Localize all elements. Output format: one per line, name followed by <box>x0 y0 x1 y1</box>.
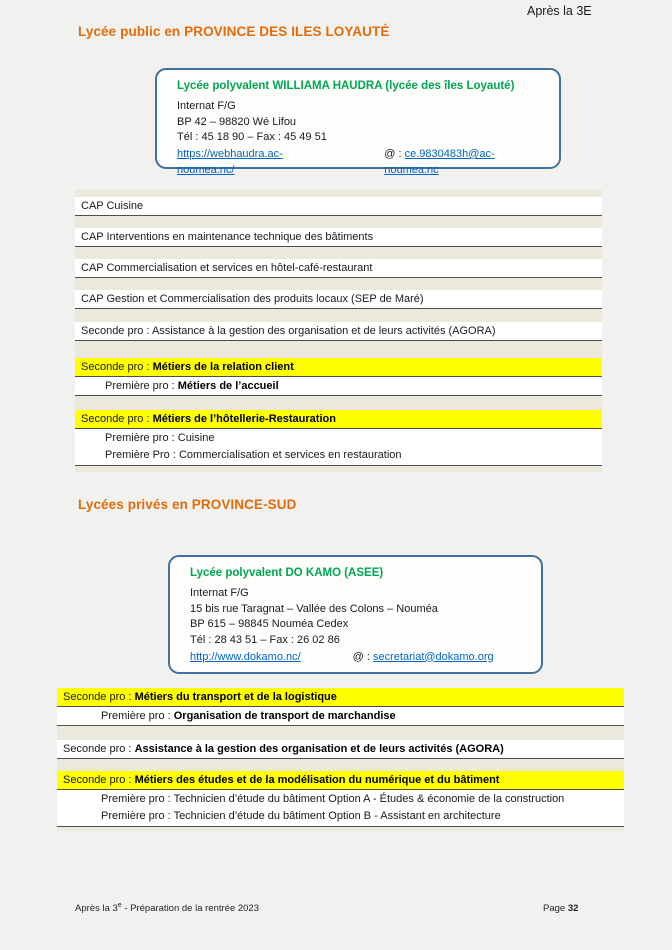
corner-label: Après la 3E <box>527 4 592 18</box>
premiere-pro-row-cuisine <box>75 430 602 447</box>
school-internat-line: Internat F/G <box>177 100 236 112</box>
cap-row: CAP Gestion et Commercialisation des produits locaux (SEP de Maré) <box>75 290 602 309</box>
section-title-public-iles-loyaute: Lycée public en PROVINCE DES ILES LOYAUTÉ <box>78 24 390 39</box>
row-prefix: Seconde pro : <box>63 743 135 755</box>
footer-superscript: e <box>117 901 122 909</box>
school-phone-line: Tél : 45 18 90 – Fax : 45 49 51 <box>177 131 327 143</box>
premiere-pro-row-option-a <box>57 791 624 808</box>
school-address-line: BP 42 – 98820 Wé Lifou <box>177 115 297 128</box>
seconde-pro-row-agora: Seconde pro : Assistance à la gestion des organisation et de leurs activités (AGORA) <box>75 322 602 341</box>
premiere-pro-row-option-b <box>57 808 624 825</box>
email-prefix: @ : <box>352 650 374 663</box>
email-prefix: @ : <box>384 148 405 160</box>
section-title-prives-province-sud: Lycées privés en PROVINCE-SUD <box>78 497 297 512</box>
row-label: Métiers de l’accueil <box>177 380 279 392</box>
seconde-pro-row-etudes-modelisation <box>57 771 624 790</box>
school-card-do-kamo <box>168 555 543 674</box>
footer-text: Après la 3 <box>75 903 118 914</box>
row-prefix: Première pro : <box>101 710 174 722</box>
row-label: Métiers de la relation client <box>152 361 294 373</box>
website-link[interactable]: https://webhaudra.ac-noumea.nc/ <box>177 148 283 176</box>
footer-text: - Préparation de la rentrée 2023 <box>121 903 259 914</box>
row-label: Métiers des études et de la modélisation du numérique et du bâtiment <box>134 774 500 786</box>
row-label: Métiers de l’hôtellerie-Restauration <box>152 413 336 425</box>
school-name: Lycée polyvalent DO KAMO (ASEE) <box>190 567 384 579</box>
row-spacer <box>57 759 624 771</box>
row-spacer <box>75 247 602 259</box>
row-label: Technicien d’étude du bâtiment Option A - Études & économie de la construction <box>173 793 565 805</box>
premiere-pro-block <box>75 429 602 466</box>
row-label: Technicien d’étude du bâtiment Option B - Assistant en architecture <box>173 809 501 822</box>
seconde-pro-row-hotellerie <box>75 410 602 429</box>
row-prefix: Seconde pro : <box>63 691 135 703</box>
premiere-pro-row-accueil <box>75 377 602 396</box>
row-prefix: Première pro : <box>105 432 178 444</box>
school-links-row <box>177 146 541 178</box>
seconde-pro-row-relation-client <box>75 358 602 377</box>
row-label: Métiers du transport et de la logistique <box>134 691 337 703</box>
school-address-line: BP 615 – 98845 Nouméa Cedex <box>190 618 349 630</box>
premiere-pro-block <box>57 790 624 827</box>
row-spacer <box>75 216 602 228</box>
school-internat-line: Internat F/G <box>190 587 249 599</box>
row-label: Organisation de transport de marchandise <box>173 710 396 722</box>
website-link[interactable]: http://www.dokamo.nc/ <box>190 650 301 663</box>
email-part <box>384 146 541 178</box>
cap-row: CAP Cuisine <box>75 197 602 216</box>
school-name: Lycée polyvalent WILLIAMA HAUDRA (lycée des îles Loyauté) <box>177 80 515 92</box>
row-label: Commercialisation et services en restauration <box>178 448 402 461</box>
footer-page-number <box>543 903 578 914</box>
footer-document-title <box>75 903 259 914</box>
school-links-row <box>190 649 523 665</box>
row-label: Assistance à la gestion des organisation et de leurs activités (AGORA) <box>134 743 504 755</box>
premiere-pro-row-commercialisation <box>75 447 602 464</box>
seconde-pro-row-agora <box>57 740 624 759</box>
row-label: Cuisine <box>177 432 215 444</box>
email-link[interactable]: ce.9830483h@ac-noumea.nc <box>384 148 495 176</box>
row-spacer <box>75 278 602 290</box>
email-link[interactable]: secretariat@dokamo.org <box>373 650 494 663</box>
page-label: Page <box>543 903 568 914</box>
school-street-line: 15 bis rue Taragnat – Vallée des Colons – Nouméa <box>190 602 438 615</box>
row-spacer <box>57 726 624 740</box>
row-prefix: Seconde pro : <box>63 774 135 786</box>
programs-table-province-sud <box>57 688 624 831</box>
seconde-pro-row-transport <box>57 688 624 707</box>
row-spacer <box>75 396 602 410</box>
row-prefix: Première pro : <box>101 809 174 822</box>
row-prefix: Seconde pro : <box>81 413 153 425</box>
programs-table-iles-loyaute <box>75 190 602 472</box>
row-prefix: Première pro : <box>101 793 174 805</box>
row-prefix: Première Pro : <box>105 448 179 461</box>
premiere-pro-row-transport <box>57 707 624 726</box>
row-prefix: Seconde pro : <box>81 361 153 373</box>
page-number: 32 <box>567 903 579 914</box>
row-spacer <box>75 341 602 358</box>
email-part <box>353 649 494 665</box>
row-prefix: Première pro : <box>105 380 178 392</box>
row-spacer <box>75 309 602 322</box>
school-card-williama-haudra <box>155 68 561 176</box>
school-phone-line: Tél : 28 43 51 – Fax : 26 02 86 <box>190 633 340 646</box>
cap-row: CAP Interventions en maintenance technique des bâtiments <box>75 228 602 247</box>
cap-row: CAP Commercialisation et services en hôtel-café-restaurant <box>75 259 602 278</box>
